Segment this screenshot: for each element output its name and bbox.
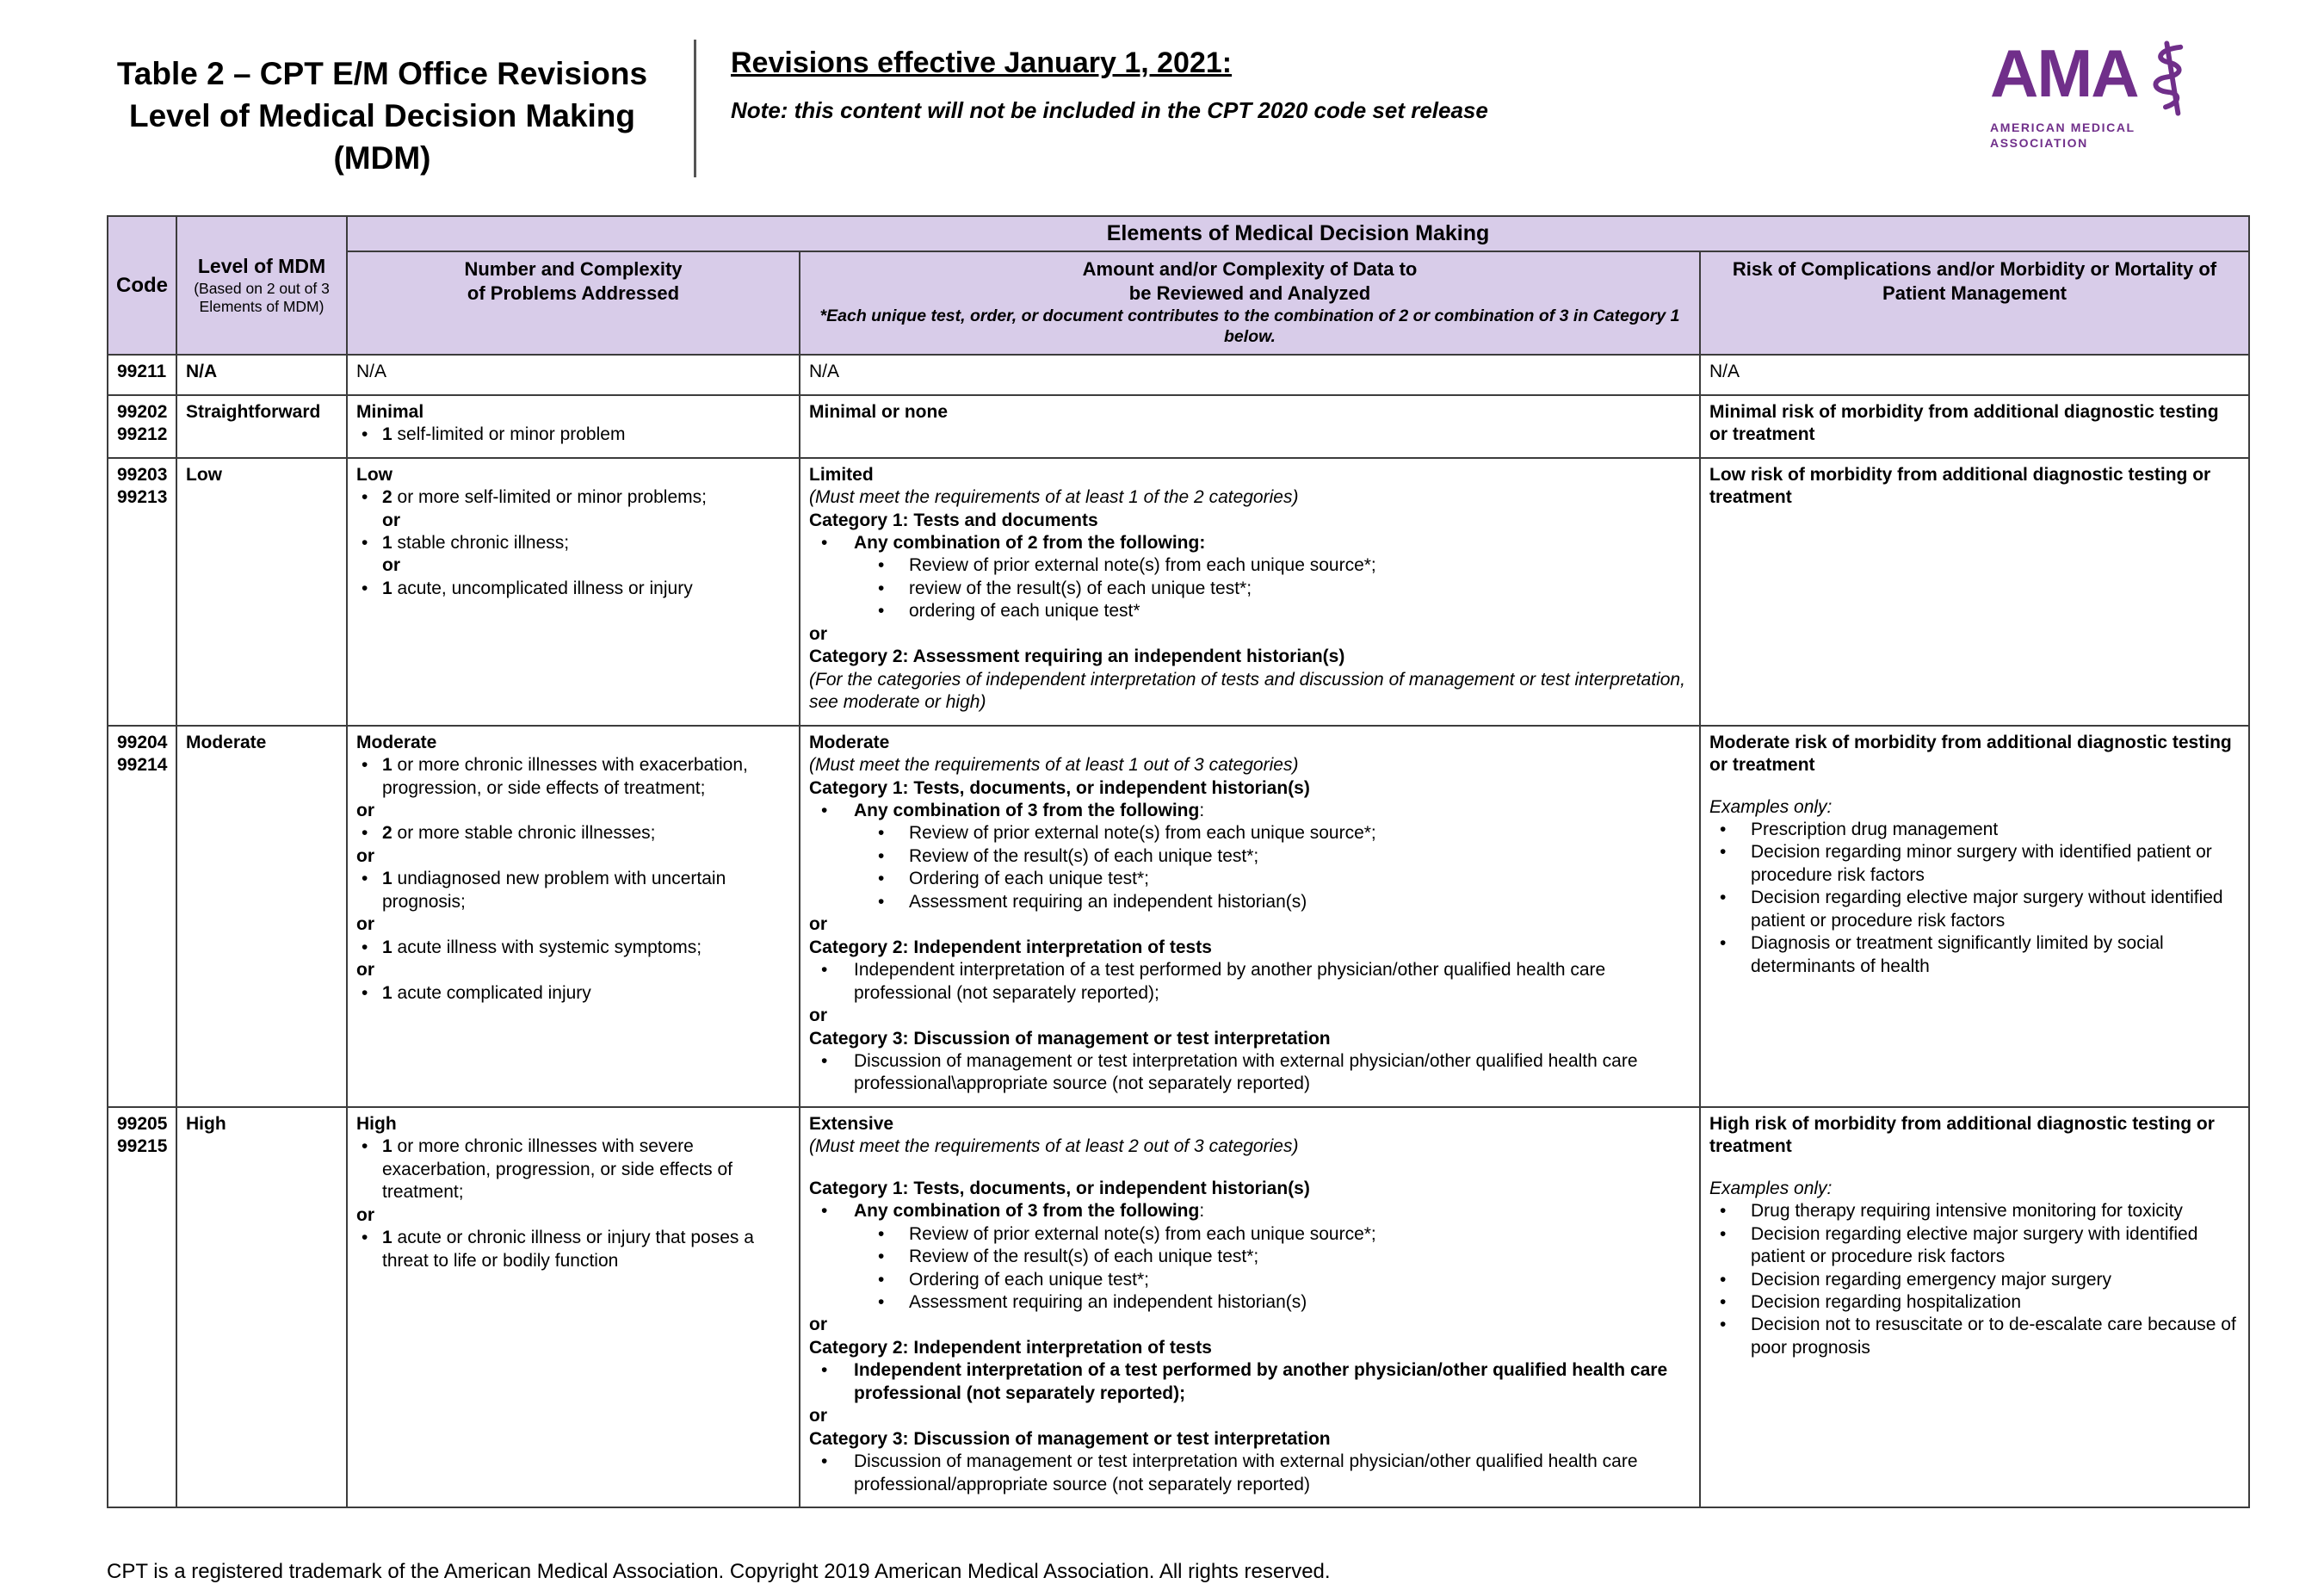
text-run: Review of prior external note(s) from each unique source*; <box>909 823 1376 844</box>
text-run: 1 <box>382 937 392 957</box>
text-line <box>809 1135 1689 1158</box>
text-run: or more self-limited or minor problems; <box>392 487 707 508</box>
text-line <box>356 822 788 845</box>
text-run: Assessment requiring an independent historian(s) <box>909 1292 1307 1313</box>
copyright-notice: CPT is a registered trademark of the American Medical Association. Copyright 2019 American Medical Association. All rights reserved. <box>107 1560 1331 1584</box>
ama-logo-row <box>1990 35 2248 117</box>
text-run: Category 2: Assessment requiring an independent historian(s) <box>809 647 1345 667</box>
table-row <box>108 726 2249 1107</box>
text-run: or <box>809 623 827 644</box>
text-run: 1 <box>382 578 392 598</box>
ama-org-line2: ASSOCIATION <box>1990 135 2088 150</box>
problems-cell <box>347 395 800 458</box>
text-run: 1 <box>382 424 392 445</box>
document-title <box>107 40 658 179</box>
text-line <box>1709 777 2238 796</box>
text-run: Discussion of management or test interpretation with external physician/other qualified health care professional/appropriate source (not separately reported) <box>854 1451 1638 1494</box>
text-run: Low <box>356 464 392 485</box>
problems-cell <box>347 458 800 726</box>
text-line <box>809 1337 1689 1359</box>
risk-cell <box>1700 355 2249 394</box>
text-line <box>356 845 788 868</box>
text-line <box>356 800 788 822</box>
text-run: Minimal or none <box>809 401 949 422</box>
text-run: 1 <box>382 982 392 1003</box>
text-line <box>809 600 1689 622</box>
table-row <box>108 458 2249 726</box>
cpt-code: 99212 <box>117 424 168 445</box>
data-cell <box>800 458 1700 726</box>
text-run: Diagnosis or treatment significantly limited by social determinants of health <box>1751 933 2164 976</box>
table-row <box>108 395 2249 458</box>
text-run: Limited <box>809 464 874 485</box>
text-line <box>356 1204 788 1227</box>
text-line <box>809 1314 1689 1336</box>
level-sub-line-1: (Based on 2 out of 3 <box>194 280 330 298</box>
text-run: or more stable chronic illnesses; <box>392 823 656 844</box>
cpt-code: 99203 <box>117 464 168 485</box>
mdm-table-body <box>108 355 2249 1507</box>
text-run: Review of prior external note(s) from each unique source*; <box>909 555 1376 576</box>
text-run: self-limited or minor problem <box>392 424 626 445</box>
text-run: or <box>356 845 374 866</box>
text-line <box>809 401 1689 424</box>
text-line <box>809 800 1689 822</box>
level-sub-line-2: Elements of MDM) <box>199 298 324 316</box>
ama-logo-subtext <box>1990 121 2248 151</box>
text-run: 1 <box>382 532 392 553</box>
text-run: Examples only: <box>1709 1178 1833 1198</box>
text-run: Category 3: Discussion of management or test interpretation <box>809 1428 1331 1449</box>
text-line <box>809 1359 1689 1405</box>
revisions-note: Note: this content will not be included in the CPT 2020 code set release <box>731 97 1488 123</box>
text-run: Examples only: <box>1709 796 1833 817</box>
text-run: Any combination of 3 from the following <box>854 1201 1200 1222</box>
level-cell: N/A <box>176 355 347 394</box>
text-line <box>356 424 788 446</box>
code-cell <box>108 355 176 394</box>
ama-logo-text: AMA <box>1990 35 2138 111</box>
level-cell: Low <box>176 458 347 726</box>
text-run: Category 3: Discussion of management or test interpretation <box>809 1028 1331 1049</box>
text-run: Independent interpretation of a test performed by another physician/other qualified health care professional (not separately reported); <box>854 960 1606 1003</box>
text-run: (For the categories of independent interpretation of tests and discussion of management or test interpretation, see moderate or high) <box>809 669 1685 713</box>
text-line <box>356 532 788 554</box>
text-line <box>356 959 788 981</box>
text-run: or <box>809 1406 827 1426</box>
text-run: High risk of morbidity from additional diagnostic testing or treatment <box>1709 1113 2215 1157</box>
text-line <box>809 1159 1689 1178</box>
level-cell: Straightforward <box>176 395 347 458</box>
text-line <box>809 822 1689 845</box>
problems-cell <box>347 726 800 1107</box>
text-line <box>809 1246 1689 1268</box>
text-run: review of the result(s) of each unique test*; <box>909 578 1252 598</box>
text-run: Decision regarding emergency major surgery <box>1751 1269 2112 1290</box>
text-run: Prescription drug management <box>1751 819 1999 839</box>
text-line <box>809 554 1689 577</box>
code-cell <box>108 458 176 726</box>
text-line <box>1709 841 2238 887</box>
text-run: Discussion of management or test interpretation with external physician/other qualified health care professional\appropriate source (not separately reported) <box>854 1050 1638 1094</box>
text-run: : <box>1199 1201 1205 1222</box>
text-line <box>809 1113 1689 1135</box>
risk-cell <box>1700 458 2249 726</box>
text-run: Review of prior external note(s) from each unique source*; <box>909 1223 1376 1244</box>
data-cell <box>800 355 1700 394</box>
code-cell <box>108 1107 176 1507</box>
data-cell <box>800 726 1700 1107</box>
text-line <box>1709 887 2238 932</box>
text-run: acute, uncomplicated illness or injury <box>392 578 693 598</box>
cpt-code: 99214 <box>117 755 168 776</box>
text-run: High <box>356 1113 397 1134</box>
col-header-elements: Elements of Medical Decision Making <box>347 216 2249 251</box>
text-line <box>809 1028 1689 1050</box>
text-run: Decision regarding minor surgery with identified patient or procedure risk factors <box>1751 842 2212 885</box>
code-cell <box>108 726 176 1107</box>
text-run: Decision not to resuscitate or to de-escalate care because of poor prognosis <box>1751 1315 2236 1358</box>
cpt-code: 99202 <box>117 401 168 422</box>
col-header-level-title: Level of MDM <box>197 255 326 278</box>
text-line <box>356 937 788 959</box>
col-header-data <box>800 251 1700 355</box>
level-cell: Moderate <box>176 726 347 1107</box>
text-run: Any combination of 2 from the following: <box>854 532 1206 553</box>
text-run: Ordering of each unique test*; <box>909 1269 1150 1290</box>
text-line <box>1709 1200 2238 1222</box>
text-line <box>809 1223 1689 1246</box>
table-row <box>108 1107 2249 1507</box>
col-header-risk <box>1700 251 2249 355</box>
text-run: Assessment requiring an independent historian(s) <box>909 891 1307 912</box>
ama-logo <box>1990 35 2248 151</box>
cpt-code: 99204 <box>117 732 168 752</box>
problems-header-line-2: of Problems Addressed <box>467 282 680 304</box>
mdm-table-header <box>108 216 2249 355</box>
text-run: or <box>382 555 400 576</box>
table-row <box>108 355 2249 394</box>
text-line <box>1709 1269 2238 1291</box>
text-run: Ordering of each unique test*; <box>909 869 1150 889</box>
revisions-title: Revisions effective January 1, 2021: <box>731 46 1233 79</box>
text-line <box>809 1405 1689 1427</box>
text-line <box>356 464 788 486</box>
text-line <box>1709 1291 2238 1314</box>
text-line <box>1709 1178 2238 1200</box>
text-line <box>809 1291 1689 1314</box>
text-line <box>356 578 788 600</box>
text-run: Minimal <box>356 401 424 422</box>
text-run: or <box>356 960 374 981</box>
text-run: Category 2: Independent interpretation of tests <box>809 937 1212 957</box>
ama-org-line1: AMERICAN MEDICAL <box>1990 121 2135 134</box>
text-run: or more chronic illnesses with exacerbation, progression, or side effects of treatment; <box>382 755 748 798</box>
text-run: Category 1: Tests, documents, or independent historian(s) <box>809 1178 1310 1198</box>
text-line <box>356 1227 788 1272</box>
text-run: Review of the result(s) of each unique test*; <box>909 845 1259 866</box>
text-run: or <box>809 914 827 935</box>
text-line <box>809 1178 1689 1200</box>
text-line <box>1709 796 2238 819</box>
text-line <box>356 868 788 913</box>
page-header <box>107 35 2248 179</box>
text-run: acute complicated injury <box>392 982 591 1003</box>
text-line <box>809 777 1689 800</box>
text-line <box>809 623 1689 646</box>
text-run: ordering of each unique test* <box>909 601 1140 622</box>
text-run: N/A <box>356 362 387 382</box>
cpt-code: 99211 <box>117 362 167 382</box>
text-line <box>356 486 788 509</box>
col-header-problems <box>347 251 800 355</box>
text-line <box>809 646 1689 668</box>
text-line <box>356 554 788 577</box>
text-run: or <box>809 1005 827 1026</box>
text-line <box>809 1050 1689 1096</box>
text-line <box>1709 401 2238 447</box>
problems-cell <box>347 355 800 394</box>
table-header-row-1 <box>108 216 2249 251</box>
problems-header-line-1: Number and Complexity <box>464 258 683 281</box>
text-run: Extensive <box>809 1113 894 1134</box>
risk-cell <box>1700 726 2249 1107</box>
text-line <box>356 913 788 936</box>
data-cell <box>800 1107 1700 1507</box>
risk-cell <box>1700 395 2249 458</box>
text-line <box>356 361 788 383</box>
text-run: (Must meet the requirements of at least 2 out of 3 categories) <box>809 1136 1299 1157</box>
text-line <box>809 578 1689 600</box>
text-line <box>809 845 1689 868</box>
text-run: Category 1: Tests, documents, or independent historian(s) <box>809 777 1310 798</box>
caduceus-icon <box>2140 40 2186 117</box>
table-header-row-2 <box>108 251 2249 355</box>
text-run: Low risk of morbidity from additional diagnostic testing or treatment <box>1709 464 2211 508</box>
title-line-2: Level of Medical Decision Making (MDM) <box>128 97 636 176</box>
text-line <box>809 1200 1689 1222</box>
text-run: or more chronic illnesses with severe exacerbation, progression, or side effects of treatment; <box>382 1136 733 1203</box>
data-header-line-2: be Reviewed and Analyzed <box>1128 282 1371 304</box>
text-run: Decision regarding elective major surgery with identified patient or procedure risk factors <box>1751 1223 2198 1267</box>
text-run: Moderate risk of morbidity from additional diagnostic testing or treatment <box>1709 732 2232 776</box>
text-line <box>809 868 1689 890</box>
text-run: Review of the result(s) of each unique test*; <box>909 1247 1259 1267</box>
text-run: stable chronic illness; <box>392 532 570 553</box>
text-run: 1 <box>382 1136 392 1157</box>
text-run: acute illness with systemic symptoms; <box>392 937 702 957</box>
problems-cell <box>347 1107 800 1507</box>
text-run: or <box>356 800 374 820</box>
text-run: or <box>809 1315 827 1335</box>
text-run: Moderate <box>356 732 437 752</box>
col-header-code: Code <box>108 216 176 355</box>
revisions-block <box>694 40 1990 177</box>
text-line <box>809 1428 1689 1451</box>
text-line <box>356 732 788 754</box>
text-line <box>1709 1159 2238 1178</box>
data-cell <box>800 395 1700 458</box>
text-line <box>356 982 788 1005</box>
text-run: 2 <box>382 823 392 844</box>
cpt-code: 99213 <box>117 487 168 508</box>
text-run: 2 <box>382 487 392 508</box>
risk-header-line-1: Risk of Complications and/or Morbidity or Mortality of <box>1732 258 2217 281</box>
text-line <box>809 669 1689 715</box>
text-line <box>809 913 1689 936</box>
text-run: Decision regarding hospitalization <box>1751 1292 2022 1313</box>
text-run: or <box>382 510 400 530</box>
text-run: N/A <box>809 362 840 382</box>
data-header-line-1: Amount and/or Complexity of Data to <box>1082 258 1418 281</box>
text-line <box>809 959 1689 1005</box>
text-run: 1 <box>382 869 392 889</box>
text-line <box>356 1113 788 1135</box>
text-run: or <box>356 1204 374 1225</box>
text-run: Any combination of 3 from the following <box>854 800 1200 820</box>
text-run: Category 2: Independent interpretation of tests <box>809 1337 1212 1358</box>
text-run: (Must meet the requirements of at least 1 of the 2 categories) <box>809 487 1299 508</box>
text-line <box>356 510 788 532</box>
risk-cell <box>1700 1107 2249 1507</box>
text-line <box>1709 932 2238 978</box>
text-run: acute or chronic illness or injury that poses a threat to life or bodily function <box>382 1228 754 1271</box>
text-line <box>809 1269 1689 1291</box>
text-run: (Must meet the requirements of at least 1 out of 3 categories) <box>809 755 1299 776</box>
text-line <box>356 754 788 800</box>
text-line <box>809 464 1689 486</box>
text-line <box>809 891 1689 913</box>
text-line <box>809 937 1689 959</box>
text-line <box>809 1005 1689 1027</box>
text-line <box>356 401 788 424</box>
text-line <box>1709 819 2238 841</box>
mdm-table <box>107 215 2250 1508</box>
text-run: : <box>1199 800 1205 820</box>
text-run: Moderate <box>809 732 890 752</box>
level-cell: High <box>176 1107 347 1507</box>
text-line <box>809 1451 1689 1496</box>
text-line <box>809 486 1689 509</box>
text-run: N/A <box>1709 362 1740 382</box>
text-line <box>1709 361 2238 383</box>
col-header-level-subtext <box>181 280 343 316</box>
text-line <box>356 1135 788 1203</box>
text-line <box>1709 464 2238 510</box>
cpt-code: 99215 <box>117 1136 168 1157</box>
cpt-code: 99205 <box>117 1113 168 1134</box>
col-header-level <box>176 216 347 355</box>
text-run: Minimal risk of morbidity from additional diagnostic testing or treatment <box>1709 401 2219 445</box>
text-run: Decision regarding elective major surgery without identified patient or procedure risk factors <box>1751 888 2223 931</box>
code-cell <box>108 395 176 458</box>
text-run: Drug therapy requiring intensive monitoring for toxicity <box>1751 1201 2183 1222</box>
risk-header-line-2: Patient Management <box>1882 282 2067 304</box>
text-line <box>809 732 1689 754</box>
text-run: Category 1: Tests and documents <box>809 510 1098 530</box>
text-run: 1 <box>382 1228 392 1248</box>
text-line <box>809 361 1689 383</box>
title-line-1: Table 2 – CPT E/M Office Revisions <box>116 56 648 91</box>
text-run: 1 <box>382 755 392 776</box>
text-run: or <box>356 914 374 935</box>
text-line <box>1709 732 2238 777</box>
text-line <box>1709 1113 2238 1159</box>
text-run: Independent interpretation of a test performed by another physician/other qualified health care professional (not separately reported); <box>854 1360 1668 1403</box>
text-line <box>809 510 1689 532</box>
text-line <box>809 754 1689 777</box>
data-column-note: *Each unique test, order, or document contributes to the combination of 2 or combination of 3 in Category 1 below. <box>819 306 1680 346</box>
text-line <box>1709 1314 2238 1359</box>
text-line <box>809 532 1689 554</box>
text-run: undiagnosed new problem with uncertain prognosis; <box>382 869 726 912</box>
text-line <box>1709 1223 2238 1269</box>
